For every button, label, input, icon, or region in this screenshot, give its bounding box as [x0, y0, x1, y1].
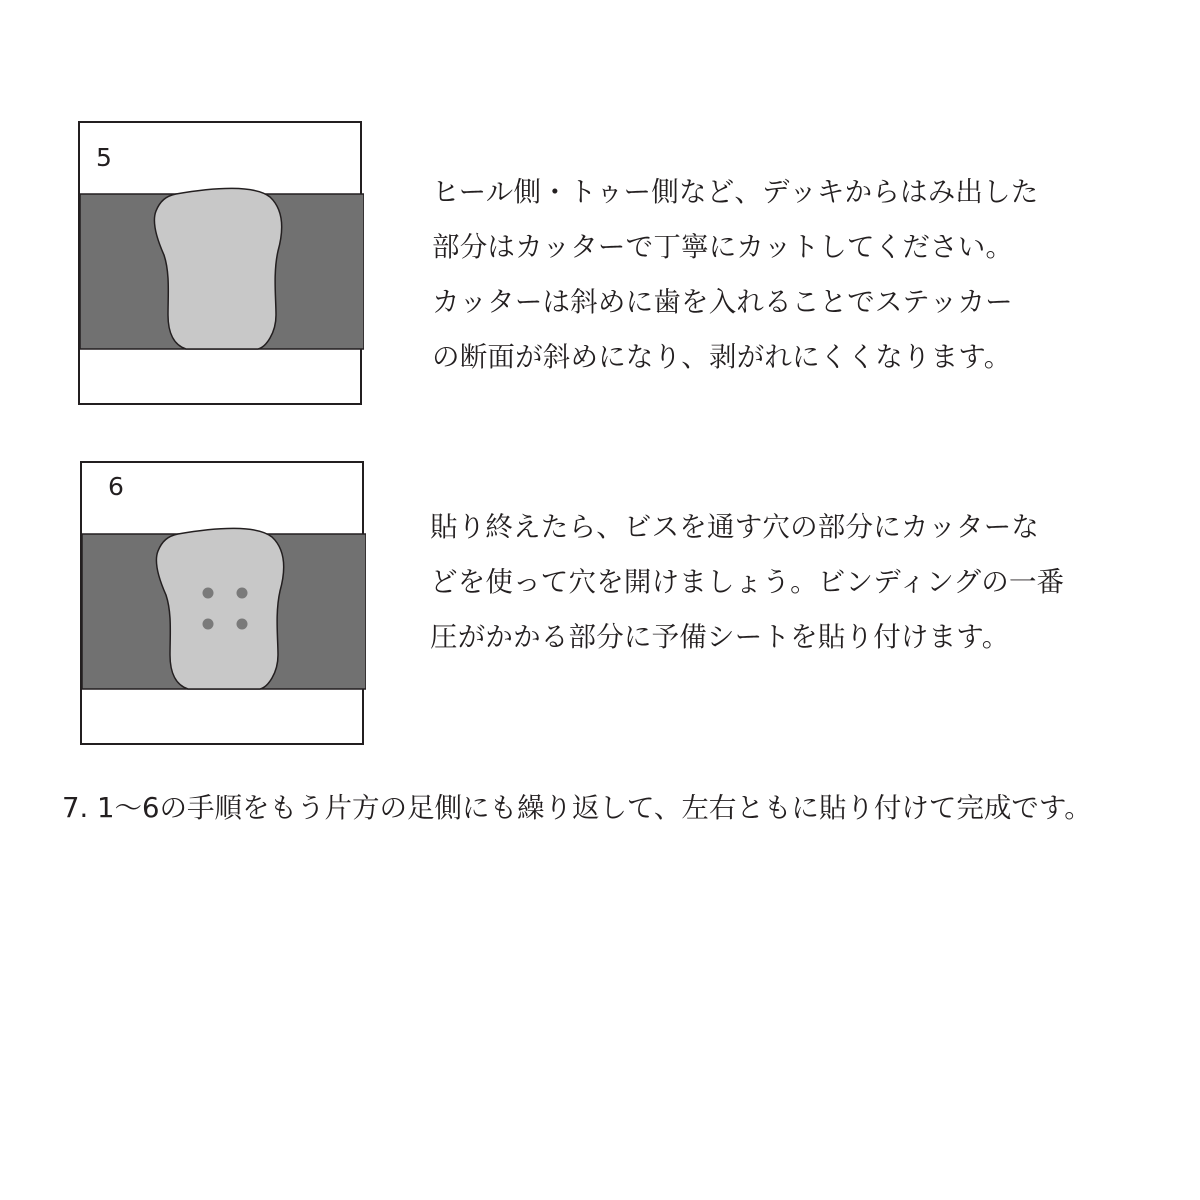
step-5-illustration [80, 123, 364, 407]
step-5-number: 5 [96, 143, 112, 172]
step-5-line-2: 部分はカッターで丁寧にカットしてください。 [432, 231, 1014, 263]
step-6-illustration [82, 463, 366, 747]
step-6-figure [80, 461, 364, 745]
step-6-text [430, 500, 1064, 665]
final-step-note: 7. 1～6の手順をもう片方の足側にも繰り返して、左右ともに貼り付けて完成です。 [62, 792, 1092, 824]
step-5-figure [78, 121, 362, 405]
step-5-line-1: ヒール側・トゥー側など、デッキからはみ出した [432, 176, 1039, 208]
screw-hole [203, 619, 214, 630]
step-6-number: 6 [108, 472, 124, 501]
step-6-line-2: どを使って穴を開けましょう。ビンディングの一番 [430, 566, 1065, 598]
traction-pad [156, 528, 283, 689]
step-6-line-1: 貼り終えたら、ビスを通す穴の部分にカッターな [430, 511, 1040, 543]
screw-hole [237, 588, 248, 599]
screw-hole [237, 619, 248, 630]
step-5-line-3: カッターは斜めに歯を入れることでステッカー [432, 286, 1013, 318]
step-5-line-4: の断面が斜めになり、剥がれにくくなります。 [432, 341, 1012, 373]
traction-pad [154, 188, 281, 349]
screw-hole [203, 588, 214, 599]
step-5-text [432, 165, 1039, 385]
step-6-line-3: 圧がかかる部分に予備シートを貼り付けます。 [430, 621, 1010, 653]
